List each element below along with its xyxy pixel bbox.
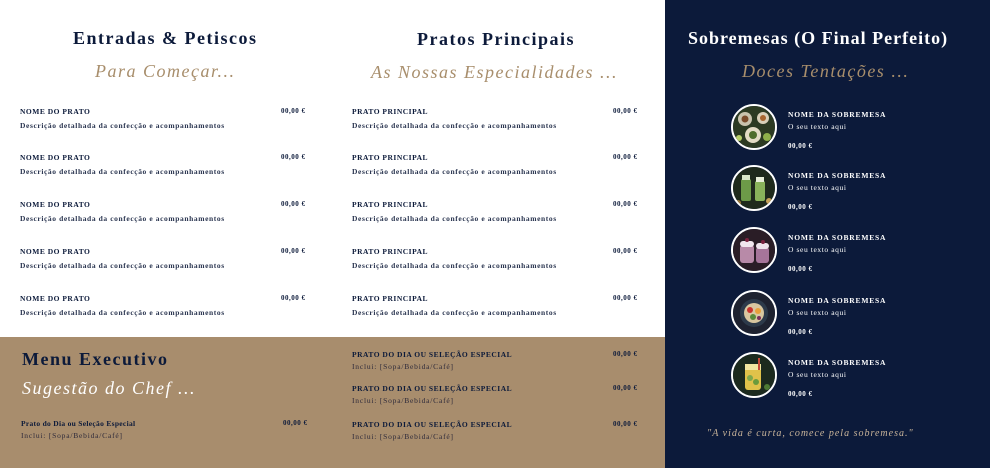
executive-feature-item: [21, 419, 135, 440]
executive-feature-price: 00,00 €: [283, 419, 308, 427]
dessert-plates-photo: [731, 104, 777, 150]
starter-item: [20, 247, 225, 270]
starter-item-desc: Descrição detalhada da confecção e acompanhamentos: [20, 261, 225, 270]
dessert-item: [731, 227, 971, 275]
main-item: [352, 153, 557, 176]
executive-feature-desc: Inclui: [Sopa/Bebida/Café]: [21, 431, 123, 440]
starter-item-price: 00,00 €: [281, 294, 306, 302]
starter-item-desc: Descrição detalhada da confecção e acompanhamentos: [20, 167, 225, 176]
desserts-title: Sobremesas (O Final Perfeito): [688, 28, 949, 48]
main-item-desc: Descrição detalhada da confecção e acompanhamentos: [352, 308, 557, 317]
main-item-desc: Descrição detalhada da confecção e acompanhamentos: [352, 167, 557, 176]
main-item-desc: Descrição detalhada da confecção e acompanhamentos: [352, 214, 557, 223]
green-drinks-photo: [731, 165, 777, 211]
main-item-name: PRATO PRINCIPAL: [352, 107, 429, 116]
executive-item-desc: Inclui: [Sopa/Bebida/Café]: [352, 362, 454, 371]
starter-item-desc: Descrição detalhada da confecção e acompanhamentos: [20, 308, 225, 317]
executive-item-price: 00,00 €: [613, 350, 638, 358]
starter-item-name: NOME DO PRATO: [20, 200, 91, 209]
dessert-name: NOME DA SOBREMESA: [788, 296, 887, 305]
executive-feature-name: Prato do Dia ou Seleção Especial: [21, 419, 136, 428]
cocktail-photo: [731, 352, 777, 398]
executive-item-desc: Inclui: [Sopa/Bebida/Café]: [352, 396, 454, 405]
main-item-desc: Descrição detalhada da confecção e acompanhamentos: [352, 121, 557, 130]
starter-item-price: 00,00 €: [281, 107, 306, 115]
main-item-name: PRATO PRINCIPAL: [352, 153, 429, 162]
executive-item-name: PRATO DO DIA OU SELEÇÃO ESPECIAL: [352, 384, 513, 393]
starter-item-desc: Descrição detalhada da confecção e acompanhamentos: [20, 214, 225, 223]
starters-title: Entradas & Petiscos: [73, 28, 258, 48]
main-item: [352, 200, 557, 223]
desserts-subtitle: Doces Tentações ...: [742, 61, 910, 81]
dessert-text: O seu texto aqui: [788, 308, 847, 317]
starter-item-name: NOME DO PRATO: [20, 107, 91, 116]
main-item: [352, 107, 557, 130]
main-item-price: 00,00 €: [613, 107, 638, 115]
starter-item-price: 00,00 €: [281, 247, 306, 255]
main-item-price: 00,00 €: [613, 153, 638, 161]
main-item: [352, 247, 557, 270]
dessert-item: [731, 165, 971, 213]
dessert-price: 00,00 €: [788, 390, 813, 398]
dessert-item: [731, 104, 971, 152]
dessert-name: NOME DA SOBREMESA: [788, 358, 887, 367]
main-item-name: PRATO PRINCIPAL: [352, 247, 429, 256]
starter-item-desc: Descrição detalhada da confecção e acompanhamentos: [20, 121, 225, 130]
fruit-bowl-photo: [731, 290, 777, 336]
dessert-item: [731, 352, 971, 400]
starter-item: [20, 294, 225, 317]
main-item-name: PRATO PRINCIPAL: [352, 200, 429, 209]
dessert-text: O seu texto aqui: [788, 122, 847, 131]
executive-subtitle: Sugestão do Chef ...: [22, 378, 196, 398]
dessert-text: O seu texto aqui: [788, 370, 847, 379]
berry-mousse-photo: [731, 227, 777, 273]
executive-item-name: PRATO DO DIA OU SELEÇÃO ESPECIAL: [352, 350, 513, 359]
starter-item: [20, 153, 225, 176]
dessert-price: 00,00 €: [788, 265, 813, 273]
main-item-desc: Descrição detalhada da confecção e acompanhamentos: [352, 261, 557, 270]
dessert-price: 00,00 €: [788, 203, 813, 211]
executive-item-price: 00,00 €: [613, 420, 638, 428]
executive-item: [352, 384, 512, 405]
starter-item-price: 00,00 €: [281, 200, 306, 208]
dessert-text: O seu texto aqui: [788, 245, 847, 254]
executive-title: Menu Executivo: [22, 349, 169, 369]
dessert-item: [731, 290, 971, 338]
dessert-text: O seu texto aqui: [788, 183, 847, 192]
starter-item-name: NOME DO PRATO: [20, 247, 91, 256]
dessert-name: NOME DA SOBREMESA: [788, 110, 887, 119]
mains-title: Pratos Principais: [417, 29, 575, 49]
dessert-quote: "A vida é curta, comece pela sobremesa.": [707, 428, 914, 439]
starter-item: [20, 200, 225, 223]
dessert-price: 00,00 €: [788, 142, 813, 150]
executive-item-price: 00,00 €: [613, 384, 638, 392]
starters-subtitle: Para Começar...: [95, 61, 236, 81]
executive-item-desc: Inclui: [Sopa/Bebida/Café]: [352, 432, 454, 441]
starter-item-price: 00,00 €: [281, 153, 306, 161]
executive-item: [352, 350, 512, 371]
starter-item-name: NOME DO PRATO: [20, 294, 91, 303]
executive-item-name: PRATO DO DIA OU SELEÇÃO ESPECIAL: [352, 420, 513, 429]
main-item: [352, 294, 557, 317]
starter-item: [20, 107, 225, 130]
dessert-name: NOME DA SOBREMESA: [788, 233, 887, 242]
main-item-price: 00,00 €: [613, 200, 638, 208]
dessert-price: 00,00 €: [788, 328, 813, 336]
main-item-name: PRATO PRINCIPAL: [352, 294, 429, 303]
executive-item: [352, 420, 512, 441]
main-item-price: 00,00 €: [613, 247, 638, 255]
main-item-price: 00,00 €: [613, 294, 638, 302]
dessert-name: NOME DA SOBREMESA: [788, 171, 887, 180]
mains-subtitle: As Nossas Especialidades ...: [371, 62, 618, 82]
starter-item-name: NOME DO PRATO: [20, 153, 91, 162]
